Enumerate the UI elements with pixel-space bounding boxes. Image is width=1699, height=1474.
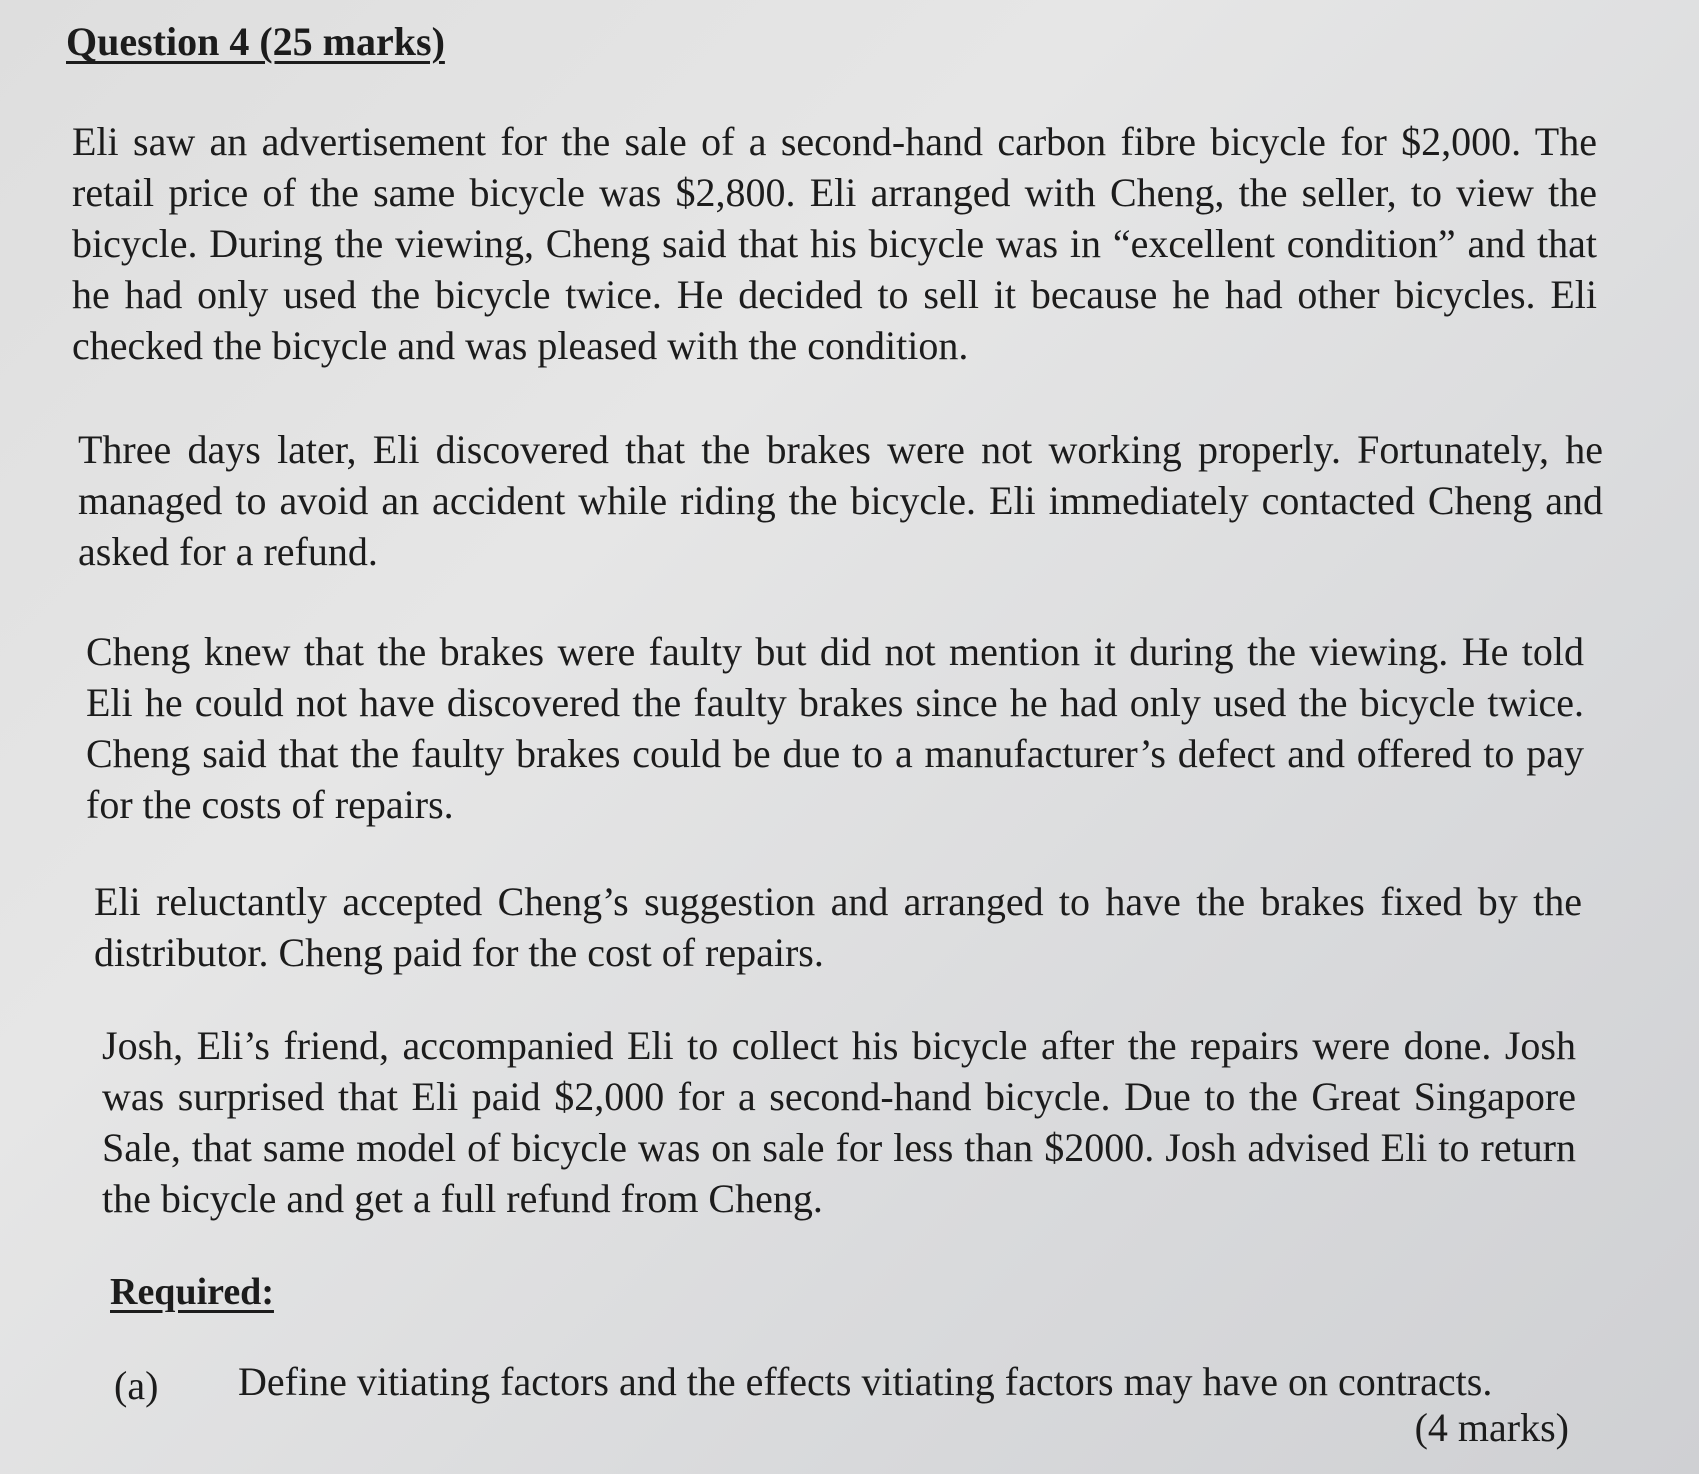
- required-heading: Required:: [110, 1271, 274, 1313]
- paragraph-repairs: Eli reluctantly accepted Cheng’s suggestion and arranged to have the brakes fixed by the distributor. Cheng paid for the cost of repairs.: [94, 879, 1582, 975]
- paragraph-josh-advice: Josh, Eli’s friend, accompanied Eli to collect his bicycle after the repairs were done. Josh was surprised that Eli paid $2,000 for a second-hand bicycle. Due to the Great Singapore Sale, that same model of bicycle was on sale for less than $2000. Josh advised Eli to return the bicycle and get a full refund from Cheng.: [102, 1023, 1576, 1221]
- paragraph-advertisement: Eli saw an advertisement for the sale of a second-hand carbon fibre bicycle for $2,000. The retail price of the same bicycle was $2,800. Eli arranged with Cheng, the seller, to view the bicycle. During the viewing, Cheng said that his bicycle was in “excellent condition” and that he had only used the bicycle twice. He decided to sell it because he had other bicycles. Eli checked the bicycle and was pleased with the condition.: [72, 119, 1597, 368]
- item-label: (a): [114, 1363, 159, 1408]
- question-title: Question 4 (25 marks): [66, 19, 445, 64]
- item-text: Define vitiating factors and the effects vitiating factors may have on contracts.: [238, 1359, 1493, 1404]
- paragraph-brakes-discovered: Three days later, Eli discovered that the brakes were not working properly. Fortunately, he managed to avoid an accident while riding the bicycle. Eli immediately contacted Cheng and asked for a refund.: [78, 427, 1603, 574]
- item-marks: (4 marks): [1414, 1405, 1569, 1450]
- paragraph-cheng-response: Cheng knew that the brakes were faulty but did not mention it during the viewing. He told Eli he could not have discovered the faulty brakes since he had only used the bicycle twice. Cheng said that the faulty brakes could be due to a manufacturer’s defect and offered to pay for the costs of repairs.: [86, 629, 1584, 827]
